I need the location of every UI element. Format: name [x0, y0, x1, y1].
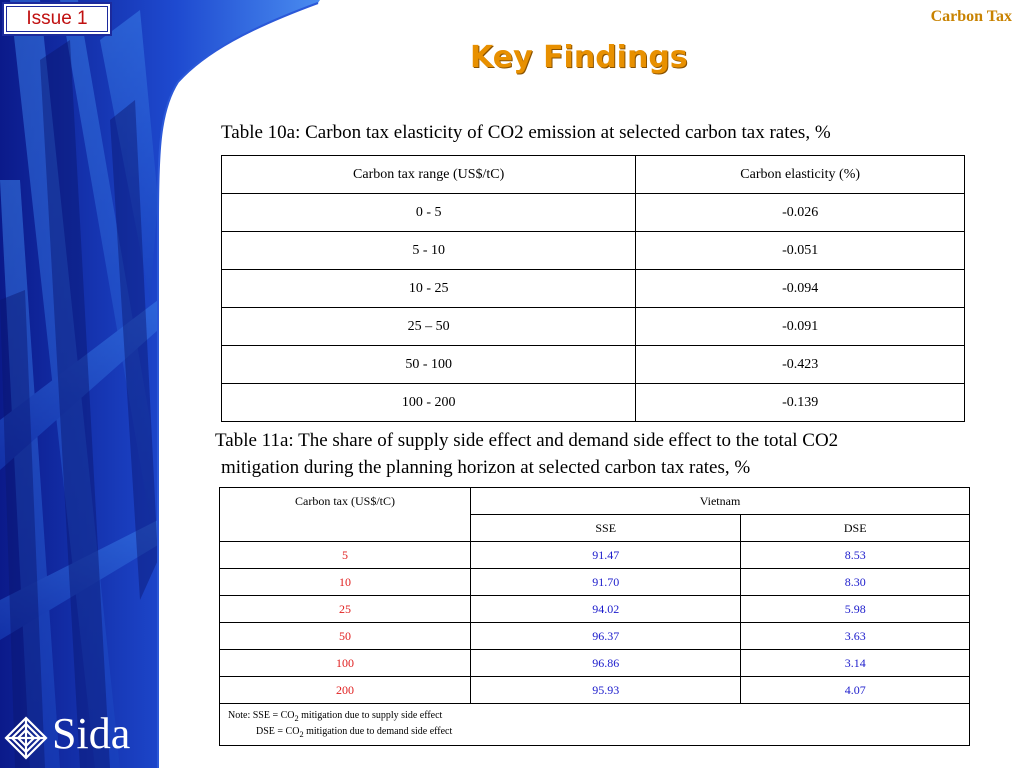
tax-rate-cell: 5: [220, 542, 471, 569]
table-row: [222, 308, 965, 346]
table-cell: -0.423: [636, 346, 965, 384]
note-line-1: [228, 710, 442, 721]
sse-cell: 94.02: [471, 596, 741, 623]
table-cell: -0.139: [636, 384, 965, 422]
table-row: [222, 346, 965, 384]
sse-cell: 96.86: [471, 650, 741, 677]
note-text: mitigation due to demand side effect: [303, 726, 453, 737]
dse-cell: 8.30: [741, 569, 970, 596]
sse-cell: 96.37: [471, 623, 741, 650]
table-note: [220, 704, 970, 746]
table-row: [220, 542, 970, 569]
tax-rate-cell: 200: [220, 677, 471, 704]
sida-logo-icon: [4, 716, 48, 760]
table-row: [220, 623, 970, 650]
tax-rate-cell: 25: [220, 596, 471, 623]
table1-caption: Table 10a: Carbon tax elasticity of CO2 emission at selected carbon tax rates, %: [221, 122, 831, 143]
table-row: [222, 384, 965, 422]
dse-cell: 3.14: [741, 650, 970, 677]
dse-cell: 3.63: [741, 623, 970, 650]
tax-rate-cell: 10: [220, 569, 471, 596]
table-cell: 25 – 50: [222, 308, 636, 346]
header-cell-carbon-tax: Carbon tax (US$/tC): [220, 488, 471, 542]
header-cell-country: Vietnam: [471, 488, 970, 515]
table-cell: 10 - 25: [222, 270, 636, 308]
header-cell-dse: DSE: [741, 515, 970, 542]
note-subscript: 2: [299, 730, 304, 739]
table-row: [220, 677, 970, 704]
note-prefix: Note: SSE = CO: [228, 710, 295, 721]
table-row: [220, 650, 970, 677]
logo-text: Sida: [52, 709, 131, 758]
dse-cell: 5.98: [741, 596, 970, 623]
table-cell: -0.026: [636, 194, 965, 232]
table-note-row: [220, 704, 970, 746]
table-row: [220, 596, 970, 623]
table-cell: -0.091: [636, 308, 965, 346]
elasticity-table: [221, 155, 965, 422]
issue-badge: [2, 2, 112, 36]
table-row: [222, 194, 965, 232]
header-cell: Carbon tax range (US$/tC): [222, 156, 636, 194]
table-row: [220, 569, 970, 596]
issue-label: Issue 1: [26, 8, 88, 29]
table-cell: 5 - 10: [222, 232, 636, 270]
table-header-row: [220, 488, 970, 515]
table2-caption-line2: mitigation during the planning horizon at selected carbon tax rates, %: [221, 457, 751, 478]
header-cell: Carbon elasticity (%): [636, 156, 965, 194]
table2-caption-line1: Table 11a: The share of supply side effect and demand side effect to the total CO2: [215, 430, 839, 451]
slide-title: Key Findings: [470, 40, 688, 75]
header-cell-sse: SSE: [471, 515, 741, 542]
table-row: [222, 232, 965, 270]
table-cell: 0 - 5: [222, 194, 636, 232]
sse-cell: 91.70: [471, 569, 741, 596]
corner-title: Carbon Tax: [930, 8, 1012, 25]
dse-cell: 4.07: [741, 677, 970, 704]
supply-demand-table: [219, 487, 970, 746]
table-cell: -0.094: [636, 270, 965, 308]
note-text: mitigation due to supply side effect: [298, 710, 443, 721]
tax-rate-cell: 100: [220, 650, 471, 677]
table-cell: 50 - 100: [222, 346, 636, 384]
note-line-2: [228, 725, 961, 741]
table-row: [222, 270, 965, 308]
table-cell: 100 - 200: [222, 384, 636, 422]
table-cell: -0.051: [636, 232, 965, 270]
sida-logo: [4, 709, 154, 766]
sse-cell: 91.47: [471, 542, 741, 569]
note-subscript: 2: [294, 714, 299, 723]
table-header-row: [222, 156, 965, 194]
tax-rate-cell: 50: [220, 623, 471, 650]
sse-cell: 95.93: [471, 677, 741, 704]
note-prefix: DSE = CO: [256, 726, 300, 737]
dse-cell: 8.53: [741, 542, 970, 569]
